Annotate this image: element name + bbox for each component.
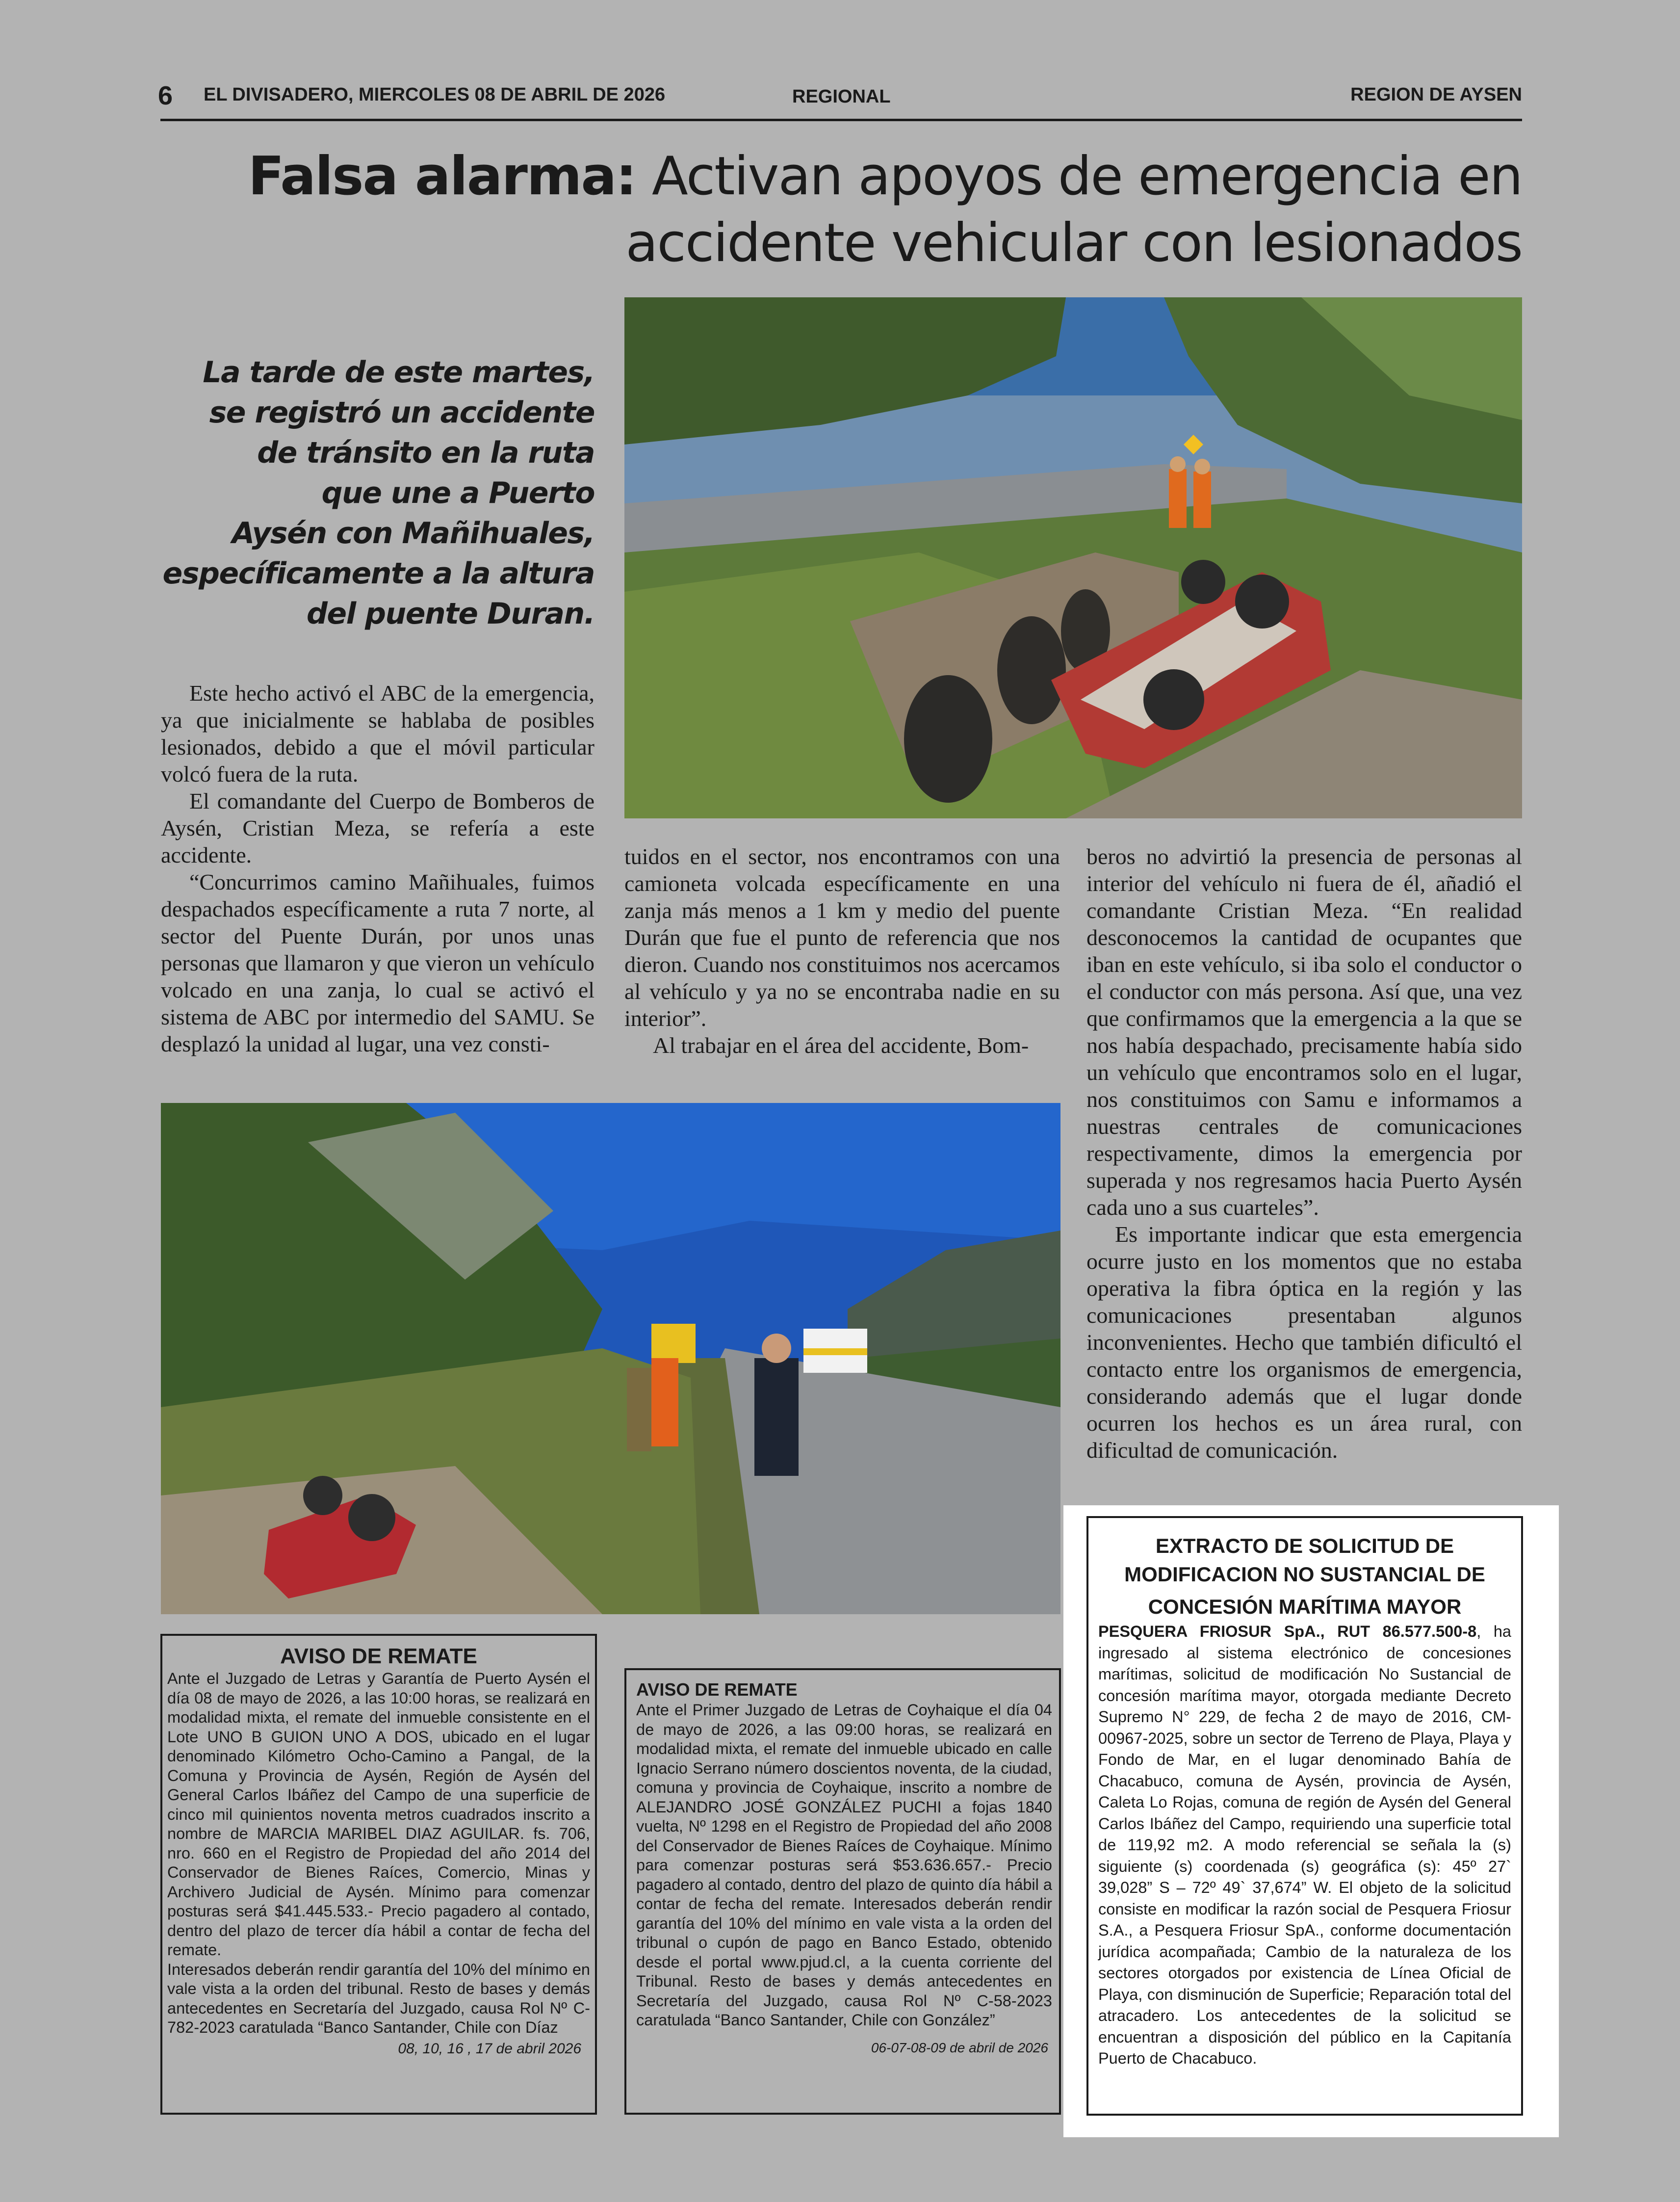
photo-overturned-vehicle-bridge — [624, 297, 1522, 818]
publication-date: EL DIVISADERO, MIERCOLES 08 DE ABRIL DE 2026 — [204, 84, 666, 105]
article-column-2 — [624, 843, 1060, 1059]
notice-dates: 06-07-08-09 de abril de 2026 — [871, 2040, 1048, 2055]
notice-title: AVISO DE REMATE — [280, 1644, 477, 1668]
deck-line: se registró un accidente — [209, 395, 594, 430]
headline-line-1: Activan apoyos de emergencia en — [636, 146, 1522, 207]
article-paragraph: beros no advirtió la presencia de personas al interior del vehículo ni fuera de él, añadió el comandante Cristian Meza. “En realidad desconocemos la cantidad de ocupantes que iban en este vehículo, si iba solo el conductor o el conductor con más persona. Así que, una vez que confirmamos que la emergencia a la que se nos había despachado, precisamente había sido un vehículo que encontramos solo en el lugar, nos constituimos con Samu e informamos a nuestras centrales de comunicaciones respectivamente, dimos la emergencia por superada y nos regresamos hacia Puerto Aysén cada uno a sus cuarteles”. — [1086, 844, 1522, 1220]
section-label: REGIONAL — [792, 86, 891, 107]
deck-line: de tránsito en la ruta — [257, 436, 594, 470]
deck-line: Aysén con Mañihuales, — [232, 516, 594, 550]
notice-body: Ante el Juzgado de Letras y Garantía de Puerto Aysén el día 08 de mayo de 2026, a las 10:00 horas, se realizará en modalidad mixta, el remate del inmueble consistente en el Lote UNO B GUION UNO A DOS, ubicado en el lugar denominado Kilómetro Ocho-Camino a Pangal, de la Comuna y Provincia de Aysén, Región de Aysén del General Carlos Ibáñez del Campo de una superficie de cinco mil quinientos noventa metros cuadrados inscrito a nombre de MARCIA MARIBEL DIAZ AGUILAR. fs. 706, nro. 660 en el Registro de Propiedad del año 2014 del Conservador de Bienes Raíces, Comercio, Minas y Archivero Judicial de Aysén. Mínimo para comenzar posturas será $41.445.533.- Precio pagadero al contado, dentro del plazo de tercer día hábil a contar de fecha del remate. — [167, 1670, 590, 1959]
notice-body: Ante el Primer Juzgado de Letras de Coyhaique el día 04 de mayo de 2026, a las 09:00 horas, se realizará en modalidad mixta, el remate del inmueble ubicado en calle Ignacio Serrano número doscientos noventa, de la ciudad, comuna y provincia de Coyhaique, inscrito a nombre de ALEJANDRO JOSÉ GONZÁLEZ PUCHI a fojas 1840 vuelta, Nº 1298 en el Registro de Propiedad del año 2008 del Conservador de Bienes Raíces de Coyhaique. Mínimo para comenzar posturas será $53.636.657.- Precio pagadero al contado, dentro del plazo de quinto día hábil a contar de fecha del remate. Interesados deberán rendir garantía del 10% del mínimo en vale vista a la orden del tribunal o cupón de pago en Banco Estado, obtenido desde el portal www.pjud.cl, a la cuenta corriente del Tribunal. Resto de bases y demás antecedentes en Secretaría del Juzgado, causa Rol Nº C-58-2023 caratulada “Banco Santander, Chile con González” — [636, 1701, 1052, 2029]
notice-aviso-remate-2 — [624, 1668, 1061, 2115]
notice-title: AVISO DE REMATE — [636, 1679, 798, 1700]
notice-dates: 08, 10, 16 , 17 de abril 2026 — [398, 2040, 581, 2057]
notice-title-line: MODIFICACION NO SUSTANCIAL DE — [1124, 1563, 1485, 1586]
deck-line: La tarde de este martes, — [203, 355, 594, 390]
article-column-1 — [161, 680, 594, 1057]
notice-extracto-panel — [1063, 1505, 1559, 2137]
notice-title-line: EXTRACTO DE SOLICITUD DE — [1155, 1534, 1454, 1557]
article-paragraph: tuidos en el sector, nos encontramos con una camioneta volcada específicamente en una zanja más menos a 1 km y medio del puente Durán que fue el punto de referencia que nos dieron. Cuando nos constituimos nos acercamos al vehículo y ya no se encontraba nadie en su interior”. — [624, 844, 1060, 1031]
article-paragraph: “Concurrimos camino Mañihuales, fuimos despachados específicamente a ruta 7 norte, al sector del Puente Durán, por unos unas personas que llamaron y que vieron un vehículo volcado en una zanja, lo cual se activó el sistema de ABC por intermedio del SAMU. Se desplazó la unidad al lugar, una vez consti- — [161, 869, 594, 1056]
deck-line: específicamente a la altura — [162, 556, 594, 591]
article-deck — [162, 352, 594, 634]
headline-line-2: accidente vehicular con lesionados — [625, 212, 1522, 274]
article-column-3 — [1086, 843, 1522, 1464]
deck-line: que une a Puerto — [321, 476, 594, 510]
notice-extracto-concesion — [1086, 1516, 1523, 2116]
notice-body-continued: Interesados deberán rendir garantía del 10% del mínimo en vale vista a la orden del tribunal. Resto de bases y demás antecedentes en Secretaría del Juzgado, causa Rol Nº C-782-2023 caratulada “Banco Santander, Chile con Díaz — [167, 1960, 590, 2036]
notice-lead-company: PESQUERA FRIOSUR SpA., RUT 86.577.500-8 — [1098, 1623, 1477, 1640]
article-paragraph: Es importante indicar que esta emergencia ocurre justo en los momentos que no estaba operativa la fibra óptica en la región y las comunicaciones presentaban algunos inconvenientes. Hecho que también dificultó el contacto entre los organismos de emergencia, considerando además que el lugar donde ocurren los hechos es un área rural, con dificultad de comunicación. — [1086, 1222, 1522, 1463]
region-label: REGION DE AYSEN — [1350, 84, 1522, 105]
deck-line: del puente Duran. — [306, 597, 594, 631]
article-paragraph: El comandante del Cuerpo de Bomberos de Aysén, Cristian Meza, se refería a este accidente. — [161, 788, 594, 867]
page-number: 6 — [158, 81, 173, 110]
headline — [188, 143, 1522, 277]
notice-title-line: CONCESIÓN MARÍTIMA MAYOR — [1148, 1595, 1462, 1618]
notice-aviso-remate-1 — [160, 1634, 597, 2115]
article-paragraph: Este hecho activó el ABC de la emergencia, ya que inicialmente se hablaba de posibles lesionados, debido a que el móvil particular volcó fuera de la ruta. — [161, 681, 594, 786]
headline-kicker: Falsa alarma: — [248, 146, 636, 207]
notice-title — [1098, 1532, 1511, 1621]
notice-body-text: , ha ingresado al sistema electrónico de concesiones marítimas, solicitud de modificación No Sustancial de concesión marítima mayor, otorgada mediante Decreto Supremo N° 229, de fecha 2 de mayo de 2016, CM-00967-2025, sobre un sector de Terreno de Playa, Playa y Fondo de Mar, en el lugar denominado Bahía de Chacabuco, comuna de Aysén, provincia de Aysén, Caleta Lo Rojas, comuna de región de Aysén del General Carlos Ibáñez del Campo, requiriendo una superficie total de 119,92 m2. A modo referencial se señala la (s) siguiente (s) coordenada (s) geográfica (s): 45º 27` 39,028” S – 72º 49` 37,674” W. El objeto de la solicitud consiste en modificar la razón social de Pesquera Friosur S.A., a Pesquera Friosur SpA., conforme documentación jurídica acompañada; Cambio de la naturaleza de los sectores otorgados por existencia de Línea Oficial de Playa, con disminución de Superficie; Reparación total del atracadero. Los antecedentes de la solicitud se encuentran a disposición del público en la Capitanía Puerto de Chacabuco. — [1098, 1623, 1511, 2067]
header-rule — [160, 119, 1522, 121]
article-paragraph: Al trabajar en el área del accidente, Bom- — [653, 1033, 1029, 1058]
photo-roadside-emergency-crew — [161, 1103, 1060, 1614]
notice-body — [1098, 1621, 1511, 2070]
